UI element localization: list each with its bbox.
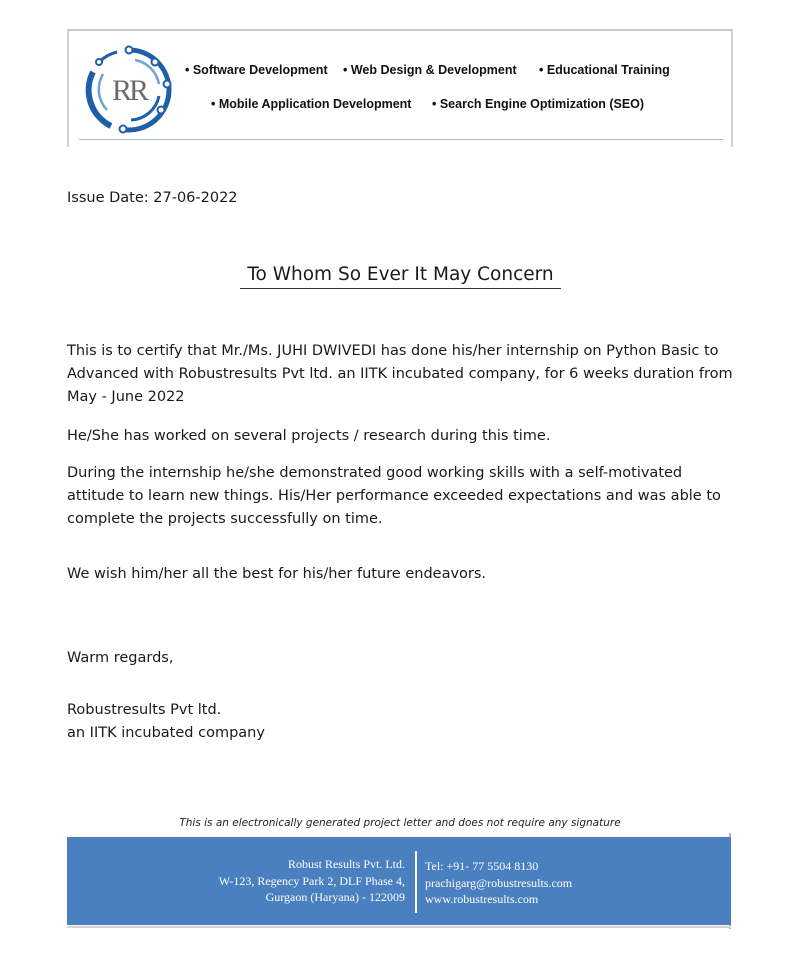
closing-regards: Warm regards, — [67, 650, 174, 666]
service-software-development: • Software Development — [185, 63, 328, 77]
signatory-company-name: Robustresults Pvt ltd. — [67, 702, 222, 718]
footer-address-line: W-123, Regency Park 2, DLF Phase 4, — [218, 873, 405, 888]
footer-address-line: Robust Results Pvt. Ltd. — [287, 857, 405, 871]
footer-divider — [415, 851, 417, 913]
company-logo — [83, 44, 175, 136]
service-educational-training: • Educational Training — [539, 63, 670, 77]
letterhead-header — [67, 29, 733, 147]
footer-phone: Tel: +91- 77 5504 8130 — [425, 859, 539, 873]
signature-note: This is an electronically generated project letter and does not require any signature — [179, 817, 621, 829]
footer-address-line: Gurgaon (Haryana) - 122009 — [265, 890, 405, 904]
certification-paragraph: This is to certify that Mr./Ms. JUHI DWIVEDI has done his/her internship on Python Basic to Advanced with Robustresults Pvt ltd. an IITK incubated company, for 6 weeks duration from May - June 2022 — [67, 343, 733, 405]
performance-paragraph: During the internship he/she demonstrated good working skills with a self-motivated attitude to learn new things. His/Her performance exceeded expectations and was able to complete the projects successfully on time. — [67, 465, 721, 527]
projects-paragraph: He/She has worked on several projects / research during this time. — [67, 428, 551, 444]
footer-bottom-line — [67, 926, 731, 928]
letter-footer — [67, 837, 731, 925]
signatory-company-description: an IITK incubated company — [67, 725, 265, 741]
page-title: To Whom So Ever It May Concern — [240, 264, 561, 289]
letterhead-inner — [79, 34, 723, 140]
logo-text: RR — [111, 74, 147, 107]
footer-contact — [425, 858, 572, 908]
service-mobile-app-development: • Mobile Application Development — [211, 97, 412, 111]
service-web-design: • Web Design & Development — [343, 63, 517, 77]
issue-date: Issue Date: 27-06-2022 — [67, 190, 238, 206]
footer-email: prachigarg@robustresults.com — [425, 875, 573, 890]
footer-website: www.robustresults.com — [425, 892, 539, 906]
footer-address — [219, 856, 405, 906]
service-seo: • Search Engine Optimization (SEO) — [432, 97, 645, 111]
wishes-paragraph: We wish him/her all the best for his/her future endeavors. — [67, 566, 487, 582]
